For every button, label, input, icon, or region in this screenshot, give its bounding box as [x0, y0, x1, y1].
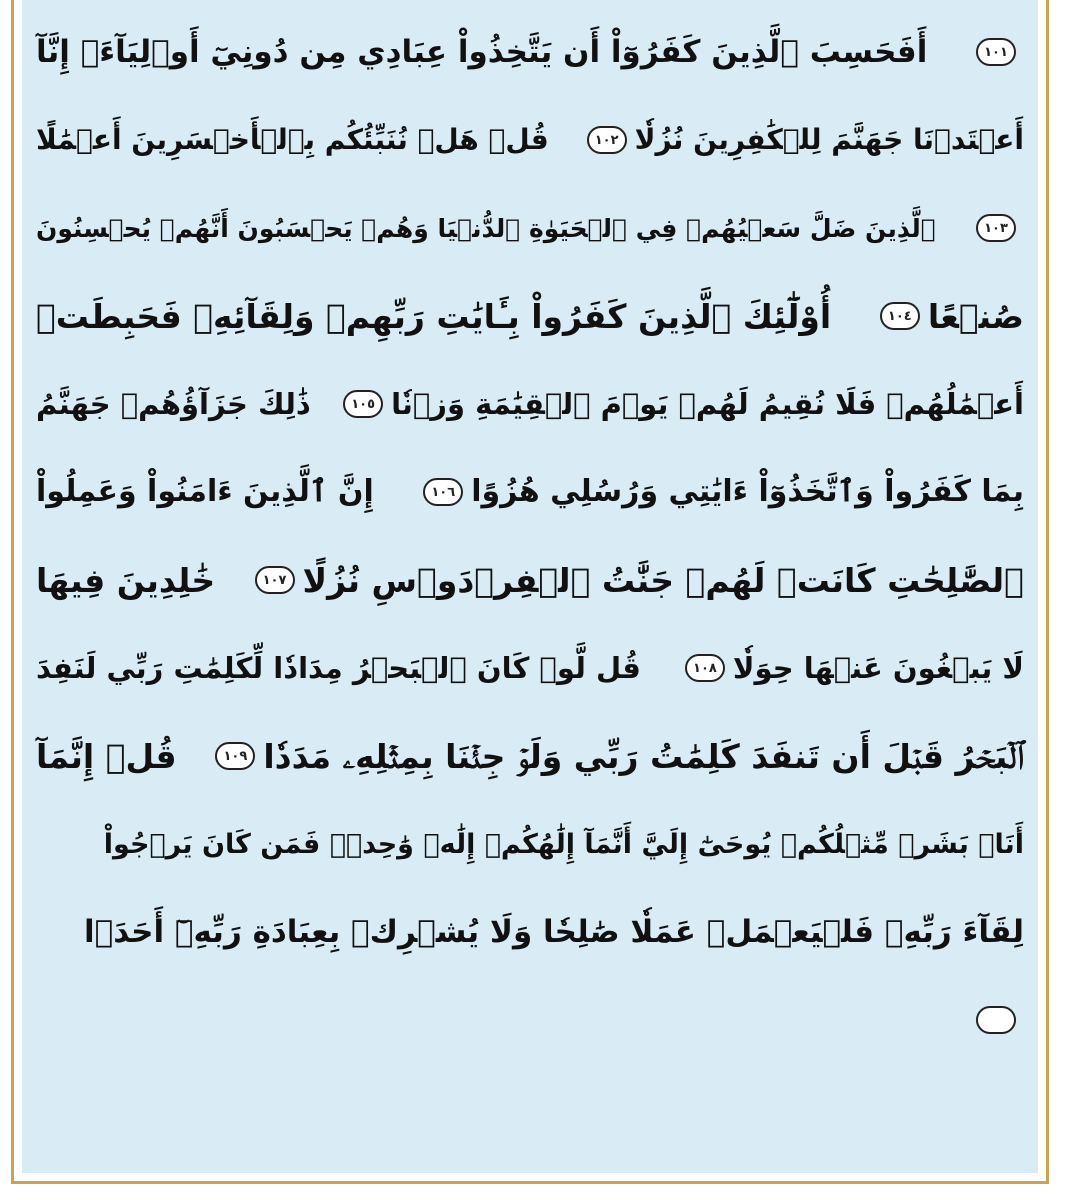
text-line [36, 712, 1024, 800]
ayah-number-marker: ١٠٥ [343, 390, 383, 418]
ayah-number-marker: ١٠١ [976, 38, 1016, 66]
ayah-number-marker: ١٠٨ [685, 654, 725, 682]
text-line [36, 888, 1024, 976]
verse-text: لَا يَبۡغُونَ عَنۡهَا حِوَلٗا [732, 650, 1024, 685]
verse-text: أَفَحَسِبَ ٱلَّذِينَ كَفَرُوٓاْ أَن يَتَّخِذُواْ عِبَادِي مِن دُونِيٓ أَوۡلِيَآءَۚ إِنَّآ [36, 33, 928, 70]
ayah-number-marker [976, 1006, 1016, 1034]
ayah-number-marker: ١٠٢ [587, 126, 627, 154]
quran-text-area [22, 0, 1038, 1173]
text-line [36, 272, 1024, 360]
text-line [36, 800, 1024, 888]
ayah-number-marker: ١٠٩ [215, 742, 255, 770]
verse-text: قُل لَّوۡ كَانَ ٱلۡبَحۡرُ مِدَادٗا لِّكَلِمَٰتِ رَبِّي لَنَفِدَ [36, 650, 641, 685]
text-line [36, 448, 1024, 536]
page-frame-border [11, 0, 1049, 1184]
verse-text: إِنَّ ٱلَّذِينَ ءَامَنُواْ وَعَمِلُواْ [36, 474, 374, 509]
verse-text: أَعۡتَدۡنَا جَهَنَّمَ لِلۡكَٰفِرِينَ نُزُلٗا [634, 123, 1024, 156]
verse-text: أَعۡمَٰلُهُمۡ فَلَا نُقِيمُ لَهُمۡ يَوۡمَ ٱلۡقِيَٰمَةِ وَزۡنٗا [391, 386, 1024, 421]
text-line [36, 976, 1024, 1064]
verse-text: ٱلَّذِينَ ضَلَّ سَعۡيُهُمۡ فِي ٱلۡحَيَوٰةِ ٱلدُّنۡيَا وَهُمۡ يَحۡسَبُونَ أَنَّهُمۡ يُحۡسِنُونَ [36, 213, 936, 243]
verse-text: ٱلصَّٰلِحَٰتِ كَانَتۡ لَهُمۡ جَنَّٰتُ ٱلۡفِرۡدَوۡسِ نُزُلًا [302, 560, 1024, 600]
verse-text: صُنۡعًا [927, 296, 1024, 336]
text-line [36, 96, 1024, 184]
verse-text: بِمَا كَفَرُواْ وَٱتَّخَذُوٓاْ ءَايَٰتِي وَرُسُلِي هُزُوًا [471, 474, 1024, 509]
verse-text: خَٰلِدِينَ فِيهَا [36, 560, 216, 600]
text-line [36, 536, 1024, 624]
verse-text: لِقَآءَ رَبِّهِۦ فَلۡيَعۡمَلۡ عَمَلٗا صَٰلِحٗا وَلَا يُشۡرِكۡ بِعِبَادَةِ رَبِّهِۦٓ أَحَدَۢا [84, 913, 1024, 950]
text-line [36, 8, 1024, 96]
verse-text: قُلۡ هَلۡ نُنَبِّئُكُم بِٱلۡأَخۡسَرِينَ أَعۡمَٰلًا [36, 123, 549, 156]
verse-text: أَنَا۠ بَشَرٞ مِّثۡلُكُمۡ يُوحَىٰٓ إِلَيَّ أَنَّمَآ إِلَٰهُكُمۡ إِلَٰهٞ وَٰحِدٞۖ فَمَن كَانَ يَرۡجُواْ [103, 828, 1024, 860]
verse-text: قُلۡ إِنَّمَآ [36, 736, 177, 776]
ayah-number-marker: ١٠٧ [255, 566, 295, 594]
text-line [36, 624, 1024, 712]
verse-text: ٱلۡبَحۡرُ قَبۡلَ أَن تَنفَدَ كَلِمَٰتُ رَبِّي وَلَوۡ جِئۡنَا بِمِثۡلِهِۦ مَدَدٗا [263, 736, 1024, 776]
verse-text: ذَٰلِكَ جَزَآؤُهُمۡ جَهَنَّمُ [36, 386, 311, 421]
verse-text: أُوْلَٰٓئِكَ ٱلَّذِينَ كَفَرُواْ بِـَٔايَٰتِ رَبِّهِمۡ وَلِقَآئِهِۦ فَحَبِطَتۡ [36, 296, 832, 336]
text-line [36, 184, 1024, 272]
text-line [36, 360, 1024, 448]
ayah-number-marker: ١٠٣ [976, 214, 1016, 242]
ayah-number-marker: ١٠٤ [880, 302, 920, 330]
ayah-number-marker: ١٠٦ [423, 478, 463, 506]
